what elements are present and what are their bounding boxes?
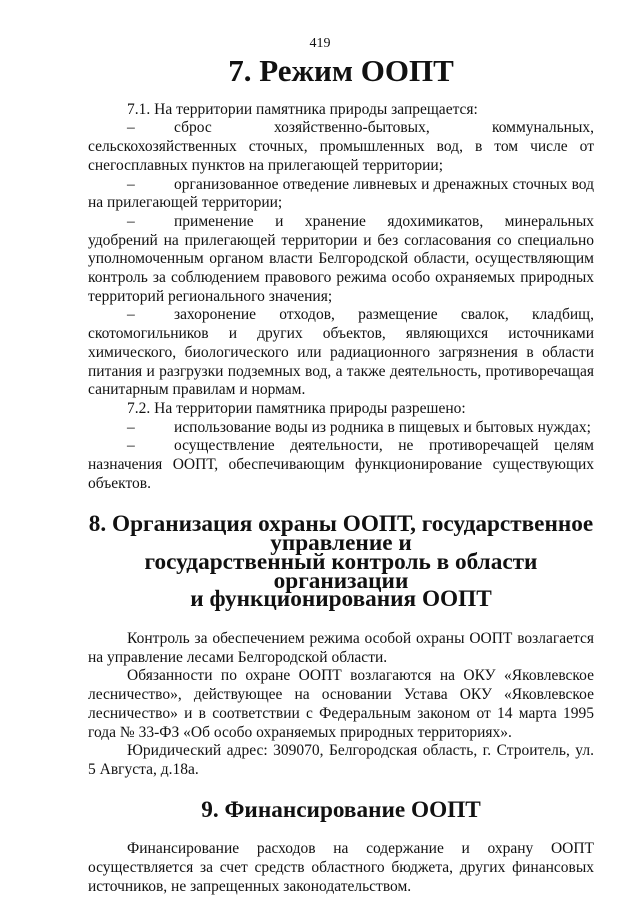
section-8-title-line-2: государственный контроль в области организации [144,548,538,594]
forbidden-item-2 [88,176,594,213]
forbidden-item-text: захоронение отходов, размещение свалок, кладбищ, скотомогильников и других объектов, являющихся источниками химического, биологического или радиационного загрязнения в области питания и разгрузки подземных вод, а также деятельность, противоречащая санитарным правилам и нормам. [88,306,594,399]
section-8-title [88,511,594,613]
section-7-title: 7. Режим ООПТ [228,53,454,88]
section-9-title: 9. Финансирование ООПТ [201,796,481,823]
section-8-paragraph-1: Контроль за обеспечением режима особой охраны ООПТ возлагается на управление лесами Белгородской области. [88,629,594,666]
allowed-item-text: использование воды из родника в пищевых и бытовых нуждах; [174,418,591,436]
section-8-paragraph-2: Обязанности по охране ООПТ возлагаются на ОКУ «Яковлевское лесничество», действующее на основании Устава ОКУ «Яковлевское лесничество» и в соответствии с Федеральным законом от 14 марта 1995 года № 33-ФЗ «Об особо охраняемых природных территориях». [88,667,594,741]
allowed-item-text: осуществление деятельности, не противоречащей целям назначения ООПТ, обеспечивающим функционирование существующих объектов. [88,437,594,492]
document-body [88,53,594,896]
section-9-paragraph-1: Финансирование расходов на содержание и охрану ООПТ осуществляется за счет средств областного бюджета, других финансовых источников, не запрещенных законодательством. [88,840,594,895]
forbidden-item-3 [88,213,594,307]
allowed-item-1 [88,419,594,438]
section-8-title-line-1: 8. Организация охраны ООПТ, государственное управление и [88,511,594,557]
list-dash: – [127,175,135,193]
forbidden-item-4 [88,306,594,400]
forbidden-item-text: сброс хозяйственно-бытовых, коммунальных, сельскохозяйственных сточных, промышленных вод, в том числе от снегосплавных пунктов на прилегающей территории; [88,119,594,174]
section-7-2-intro: 7.2. На территории памятника природы разрешено: [127,399,466,417]
list-dash: – [127,212,135,230]
forbidden-item-text: применение и хранение ядохимикатов, минеральных удобрений на прилегающей территории и без согласования со специально уполномоченным органом власти Белгородской области, осуществляющим контроль за соблюдением правового режима особо охраняемых природных территорий регионального значения; [88,212,594,305]
list-dash: – [127,306,135,324]
list-dash: – [127,119,135,137]
section-7-1-intro: 7.1. На территории памятника природы запрещается: [127,100,478,118]
forbidden-item-text: организованное отведение ливневых и дренажных сточных вод на прилегающей территории; [88,175,594,212]
list-dash: – [127,418,135,436]
section-8-paragraph-3: Юридический адрес: 309070, Белгородская область, г. Строитель, ул. 5 Августа, д.18а. [88,742,594,778]
list-dash: – [127,437,135,455]
section-8-title-line-3: и функционирования ООПТ [190,586,492,613]
allowed-item-2 [88,437,594,493]
page-number: 419 [309,36,331,51]
forbidden-item-1 [88,119,594,175]
